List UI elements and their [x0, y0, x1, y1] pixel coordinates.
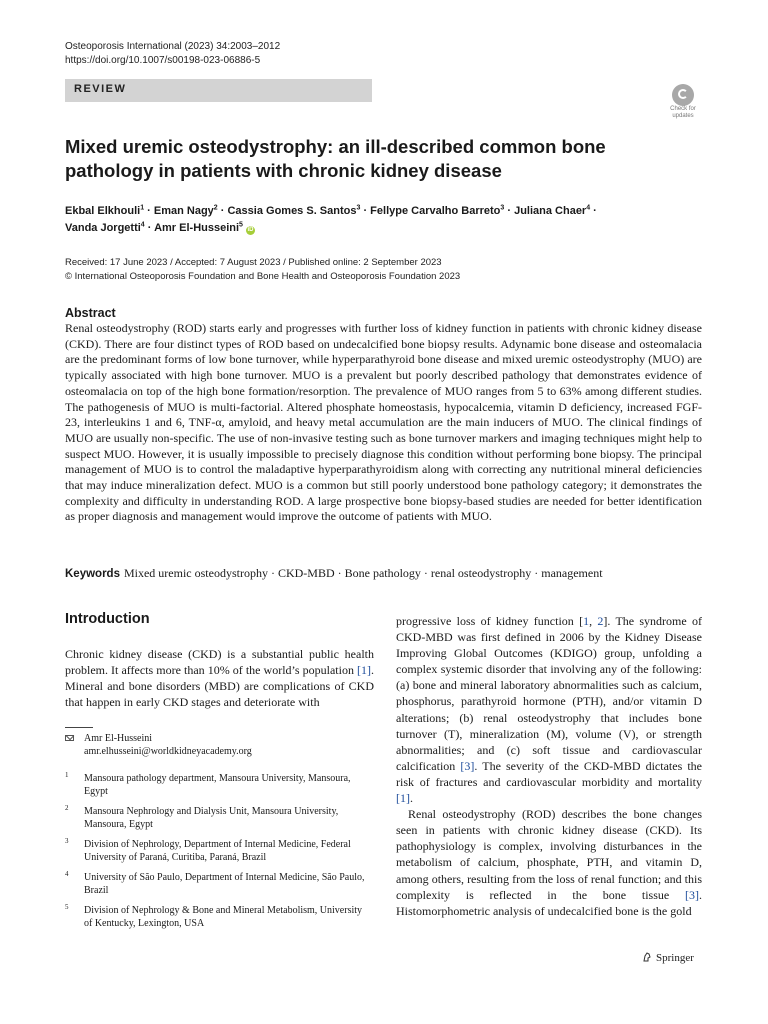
check-for-updates-icon — [672, 84, 694, 106]
author[interactable]: Juliana Chaer$^4$ — [514, 204, 591, 217]
orcid-icon[interactable]: iD — [247, 227, 254, 233]
keywords-label: Keywords — [65, 568, 120, 580]
affiliation: 3 Division of Nephrology, Department of Internal Medicine, Federal University of Paraná, Curitiba, Paraná, Brazil — [65, 837, 351, 863]
citation-link[interactable]: 1 — [583, 614, 590, 628]
paragraph: progressive loss of kidney function [1, 2]. The syndrome of CKD-MBD was first defined in 2006 by the Kidney Disease Improving Global Outcomes (KDIGO) group, unfolding a complex systemic disorder that involving any of the following: (a) bone and mineral laboratory abnormalities such as calcium, phosphorus, parathyroid hormone (PTH), and/or vitamin D alterations; (b) renal osteodystrophy that includes bone turnover (T), mineralization (M), volume (V), or strength abnormalities; and (c) soft tissue and cardiovascular calcification [3]. The severity of the CKD-MBD dictates the risk of fractures and cardiovascular morbidity and mortality [1]. — [396, 614, 702, 806]
footnote-divider — [65, 727, 93, 728]
citation-link[interactable]: [1] — [357, 663, 371, 678]
article-type-bar — [65, 79, 372, 102]
citation-link[interactable]: [3] — [460, 758, 475, 773]
author[interactable]: Fellype Carvalho Barreto$^3$ — [370, 204, 505, 217]
journal-header — [65, 40, 280, 68]
springer-horse-icon — [642, 952, 652, 962]
affiliation: 5 Division of Nephrology & Bone and Mineral Metabolism, University of Kentucky, Lexington, USA — [65, 903, 363, 929]
abstract-heading: Abstract — [65, 306, 116, 320]
corresponding-author — [65, 733, 365, 758]
author[interactable]: Vanda Jorgetti$^4$ — [65, 221, 145, 234]
author[interactable]: Eman Nagy$^2$ — [153, 204, 218, 217]
affiliation: 1 Mansoura pathology department, Mansoura University, Mansoura, Egypt — [65, 771, 351, 797]
keywords-section — [65, 566, 705, 582]
contact-email[interactable]: amr.elhusseini@worldkidneyacademy.org — [84, 745, 252, 757]
abstract-text: Renal osteodystrophy (ROD) starts early and progresses with further loss of kidney function in patients with chronic kidney disease (CKD). There are four distinct types of ROD based on undecalcified bone biopsy results. Adynamic bone disease and osteomalacia are the predominant forms of low bone turnover, while hyperparathyroid bone disease and mixed uremic osteodystrophy (MUO) are typically associated with high bone turnover. MUO is a prevalent but poorly described pathology that demonstrates evidence of osteomalacia on top of the high bone formation/resorption. The prevalence of MUO ranges from 5 to 63% among different studies. The pathogenesis of MUO is multi-factorial. Altered phosphate homeostasis, hypocalcemia, vitamin D deficiency, increased FGF-23, interleukins 1 and 6, TNF-α, amyloid, and heavy metal accumulation are the main inducers of MUO. The clinical findings of MUO are usually non-specific. The use of non-invasive testing such as bone turnover markers and imaging techniques might help to suspect MUO. However, it is usually impossible to precisely diagnose this condition without performing bone biopsy. The principal management of MUO is to control the maladaptive hyperparathyroidism along with correcting any nutritional mineral deficiencies that may induce mineralization defect. MUO is a common but still poorly understood bone pathology category; it demonstrates the complexity and difficulty in understanding ROD. A large prospective bone biopsy-based studies are needed for better identification as proper diagnosis and management would improve the outcome of patients with MUO. — [65, 321, 702, 524]
citation-link[interactable]: 2 — [597, 614, 604, 628]
author[interactable]: Amr El-Husseini$^5$ — [154, 221, 243, 234]
citation-link[interactable]: [1] — [396, 791, 410, 806]
paragraph: Renal osteodystrophy (ROD) describes the bone changes seen in patients with chronic kidney disease (CKD). Its pathophysiology is complex, involving disturbances in the metabolism of calcium, phosphate, PTH, and vitamin D, among others, resulting from the loss of renal function; and this complexity is reflected in the bone tissue [3]. Histomorphometric analysis of undecalcified bone is the gold — [396, 807, 702, 918]
introduction-left-column: Chronic kidney disease (CKD) is a substantial public health problem. It affects more than 10% of the world’s population [1]. Mineral and bone disorders (MBD) are complications of CKD that happen in early CKD stages and deteriorate with — [65, 647, 374, 710]
introduction-right-column — [396, 613, 702, 919]
affiliation: 4 University of São Paulo, Department of Internal Medicine, São Paulo, Brazil — [65, 870, 365, 896]
copyright-line: © International Osteoporosis Foundation and Bone Health and Osteoporosis Foundation 2023 — [65, 271, 461, 282]
history-dates: Received: 17 June 2023 / Accepted: 7 August 2023 / Published online: 2 September 2023 — [65, 257, 442, 268]
keywords-text: Mixed uremic osteodystrophy · CKD-MBD · Bone pathology · renal osteodystrophy · management — [123, 566, 603, 580]
check-for-updates-badge[interactable] — [664, 84, 702, 122]
article-type-label: REVIEW — [74, 83, 127, 95]
doi-link[interactable]: https://doi.org/10.1007/s00198-023-06886-5 — [65, 55, 261, 66]
author-list: Ekbal Elkhouli$^1$ · Eman Nagy$^2$ · Cassia Gomes S. Santos$^3$ · Fellype Carvalho Barreto$^3$ · Juliana Chaer$^4$ · Vanda Jorgetti$^4$ · Amr El-Husseini$^5$ iD — [65, 204, 597, 234]
publisher-logo — [642, 952, 694, 964]
citation-link[interactable]: [3] — [685, 887, 699, 902]
envelope-icon — [65, 735, 74, 741]
introduction-heading: Introduction — [65, 611, 150, 627]
affiliation: 2 Mansoura Nephrology and Dialysis Unit, Mansoura University, Mansoura, Egypt — [65, 804, 339, 830]
article-title: Mixed uremic osteodystrophy: an ill-described common bone pathology in patients with chronic kidney disease — [65, 136, 606, 181]
contact-name: Amr El-Husseini — [84, 733, 153, 744]
journal-citation: Osteoporosis International (2023) 34:2003–2012 — [65, 41, 281, 52]
author[interactable]: Cassia Gomes S. Santos$^3$ — [227, 204, 361, 217]
publisher-name: Springer — [656, 952, 694, 964]
publication-dates — [65, 256, 460, 284]
author[interactable]: Ekbal Elkhouli$^1$ — [65, 204, 145, 217]
check-for-updates-label: Check for updates — [670, 106, 696, 119]
